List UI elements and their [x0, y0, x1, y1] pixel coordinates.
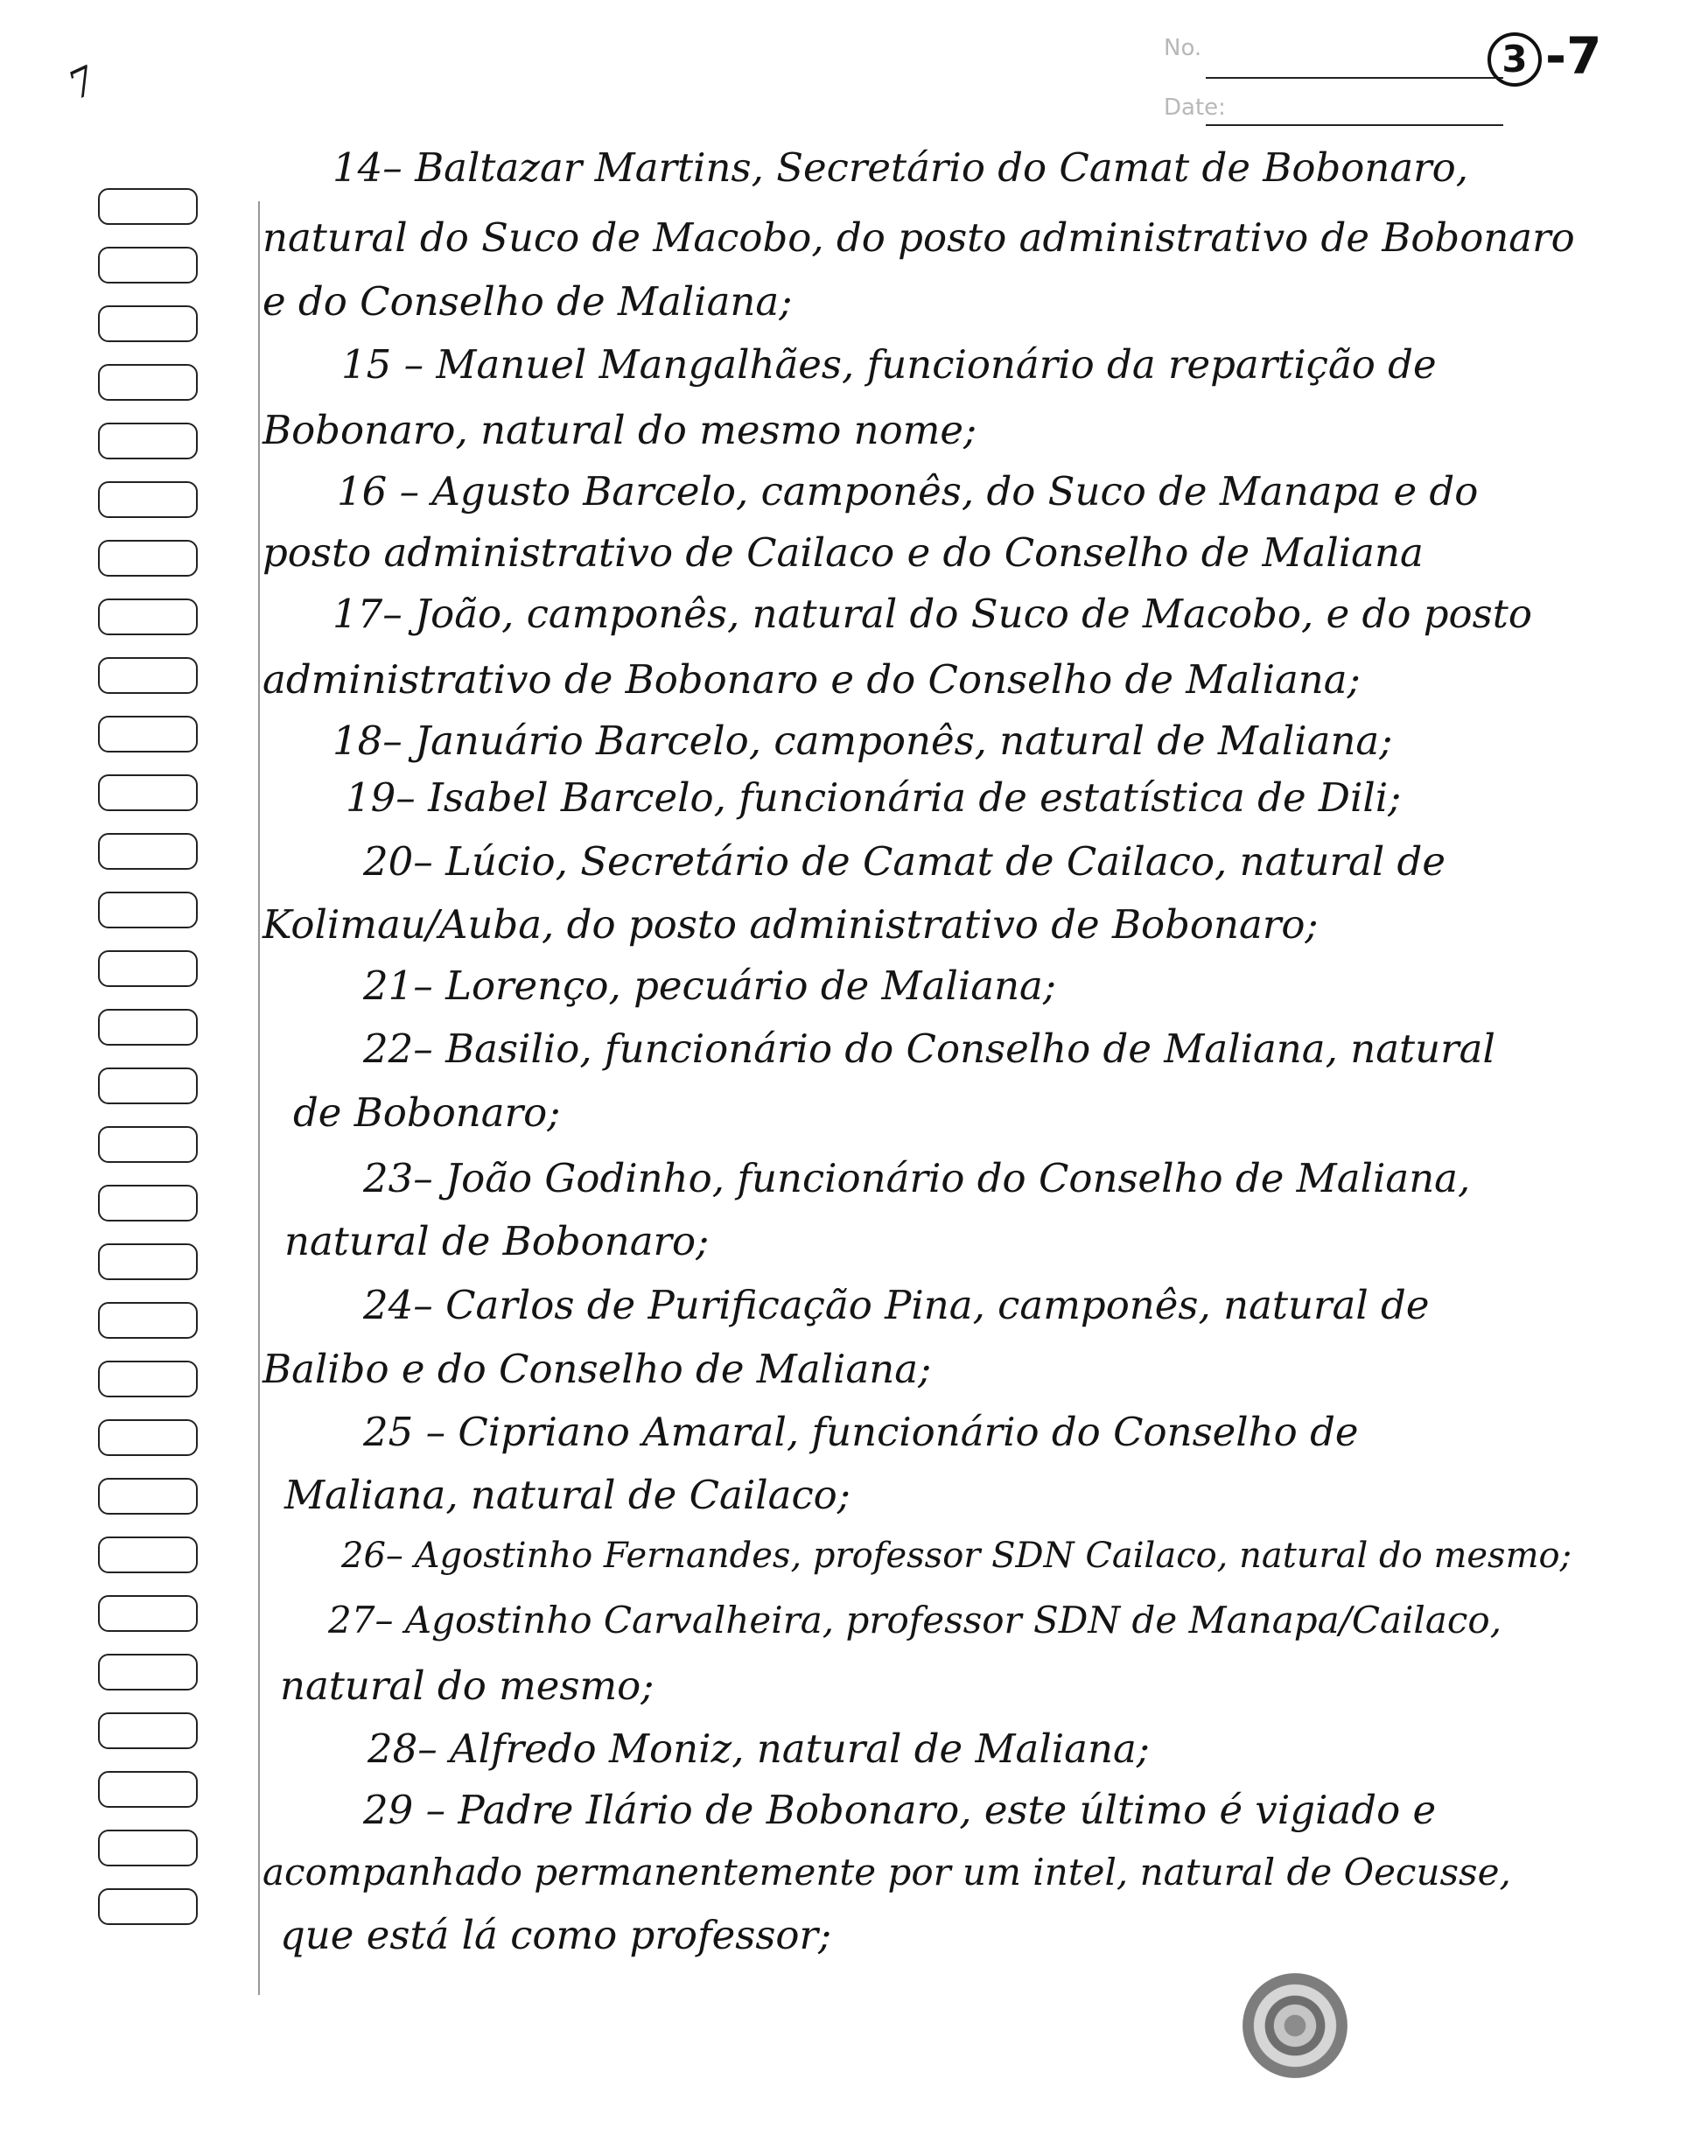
- binder-hole: [98, 1712, 198, 1749]
- binder-hole: [98, 1185, 198, 1222]
- text-line: que está lá como professor;: [280, 1912, 832, 1958]
- text-line: posto administrativo de Cailaco e do Conselho de Maliana: [262, 529, 1424, 576]
- text-line: Bobonaro, natural do mesmo nome;: [262, 407, 977, 453]
- date-label: Date:: [1164, 94, 1226, 121]
- text-line: acompanhado permanentemente por um intel, natural de Oecusse,: [262, 1851, 1511, 1894]
- binder-hole: [98, 1126, 198, 1163]
- binder-hole: [98, 423, 198, 459]
- text-line: de Bobonaro;: [293, 1089, 561, 1136]
- binder-hole: [98, 481, 198, 518]
- binder-hole: [98, 833, 198, 870]
- binder-hole: [98, 1419, 198, 1456]
- binder-hole: [98, 1009, 198, 1046]
- page-number-circled: 3: [1488, 32, 1542, 87]
- text-line: 22– Basilio, funcionário do Conselho de Maliana, natural: [363, 1026, 1495, 1072]
- binder-hole: [98, 1654, 198, 1690]
- text-line: 14– Baltazar Martins, Secretário do Camat de Bobonaro,: [332, 144, 1469, 191]
- date-underline: [1206, 124, 1503, 126]
- binder-hole: [98, 950, 198, 987]
- binder-hole: [98, 1361, 198, 1397]
- margin-line: [258, 201, 260, 1995]
- text-line: 25 – Cipriano Amaral, funcionário do Conselho de: [363, 1409, 1359, 1455]
- binder-hole: [98, 1243, 198, 1280]
- text-line: administrativo de Bobonaro e do Conselho de Maliana;: [262, 656, 1361, 703]
- text-line: natural do Suco de Macobo, do posto administrativo de Bobonaro: [262, 214, 1575, 261]
- binder-hole: [98, 1595, 198, 1632]
- text-line: 26– Agostinho Fernandes, professor SDN Cailaco, natural do mesmo;: [341, 1536, 1572, 1576]
- binder-hole: [98, 774, 198, 811]
- binder-hole: [98, 1302, 198, 1339]
- text-line: 28– Alfredo Moniz, natural de Maliana;: [368, 1726, 1150, 1772]
- text-line: 16 – Agusto Barcelo, camponês, do Suco de Manapa e do: [337, 468, 1479, 514]
- text-line: natural de Bobonaro;: [284, 1218, 710, 1264]
- no-label: No.: [1164, 35, 1202, 61]
- text-line: 19– Isabel Barcelo, funcionária de estatística de Dili;: [346, 774, 1402, 821]
- binder-hole: [98, 305, 198, 342]
- text-line: 17– João, camponês, natural do Suco de Macobo, e do posto: [332, 591, 1532, 637]
- text-line: 20– Lúcio, Secretário de Camat de Cailaco, natural de: [363, 838, 1446, 885]
- binder-hole: [98, 892, 198, 928]
- text-line: Balibo e do Conselho de Maliana;: [262, 1346, 932, 1392]
- binder-hole: [98, 1068, 198, 1104]
- corner-mark-text: 7: [61, 58, 103, 109]
- text-line: 21– Lorenço, pecuário de Maliana;: [363, 962, 1057, 1009]
- binder-hole: [98, 247, 198, 284]
- binder-hole: [98, 716, 198, 752]
- binder-hole: [98, 1478, 198, 1515]
- binder-hole: [98, 1888, 198, 1925]
- text-line: e do Conselho de Maliana;: [262, 278, 793, 325]
- binder-hole: [98, 1830, 198, 1866]
- binder-hole: [98, 188, 198, 225]
- binder-hole: [98, 364, 198, 401]
- no-underline: [1206, 77, 1503, 79]
- text-line: Maliana, natural de Cailaco;: [284, 1472, 850, 1518]
- binder-hole: [98, 598, 198, 635]
- binder-hole: [98, 540, 198, 577]
- binder-hole: [98, 657, 198, 694]
- circular-stamp: [1242, 1973, 1348, 2078]
- text-line: 18– Januário Barcelo, camponês, natural de Maliana;: [332, 718, 1393, 764]
- text-line: natural do mesmo;: [280, 1662, 654, 1709]
- page-header: [1164, 26, 1654, 140]
- text-line: 23– João Godinho, funcionário do Conselho de Maliana,: [363, 1155, 1471, 1201]
- text-line: 29 – Padre Ilário de Bobonaro, este último é vigiado e: [363, 1787, 1437, 1833]
- page-number: [1488, 26, 1601, 87]
- binder-hole: [98, 1536, 198, 1573]
- text-line: Kolimau/Auba, do posto administrativo de Bobonaro;: [262, 901, 1319, 948]
- text-line: 24– Carlos de Purificação Pina, camponês, natural de: [363, 1282, 1430, 1328]
- text-line: 15 – Manuel Mangalhães, funcionário da repartição de: [341, 341, 1437, 388]
- binder-hole: [98, 1771, 198, 1808]
- text-line: 27– Agostinho Carvalheira, professor SDN de Manapa/Cailaco,: [328, 1599, 1502, 1642]
- page-number-suffix: -7: [1545, 26, 1602, 86]
- corner-handwritten-mark: [52, 35, 219, 140]
